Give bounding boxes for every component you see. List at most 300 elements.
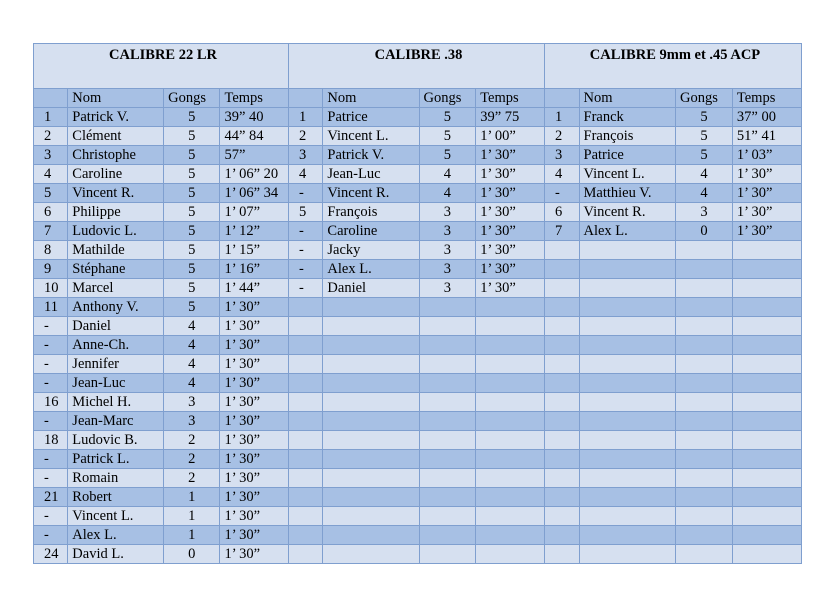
name-cell: [579, 393, 676, 412]
time-cell: 37” 00: [732, 108, 801, 127]
rank-cell: [289, 507, 323, 526]
name-cell: [579, 355, 676, 374]
gongs-cell: 5: [164, 241, 220, 260]
gongs-cell: [419, 469, 476, 488]
time-cell: [476, 431, 545, 450]
column-header: Nom: [323, 89, 419, 108]
name-cell: Ludovic B.: [68, 431, 164, 450]
name-cell: Anne-Ch.: [68, 336, 164, 355]
gongs-cell: [676, 393, 733, 412]
rank-cell: [289, 393, 323, 412]
rank-cell: [545, 260, 580, 279]
time-cell: [732, 488, 801, 507]
time-cell: 1’ 30”: [476, 146, 545, 165]
name-cell: [579, 279, 676, 298]
gongs-cell: 1: [164, 488, 220, 507]
name-cell: [579, 488, 676, 507]
name-cell: [579, 336, 676, 355]
time-cell: 1’ 30”: [732, 165, 801, 184]
time-cell: [732, 317, 801, 336]
time-cell: [732, 298, 801, 317]
name-cell: [579, 450, 676, 469]
column-header: Nom: [579, 89, 676, 108]
rank-cell: [545, 507, 580, 526]
time-cell: 57”: [220, 146, 289, 165]
time-cell: 1’ 30”: [476, 184, 545, 203]
name-cell: Jean-Marc: [68, 412, 164, 431]
time-cell: 1’ 30”: [220, 431, 289, 450]
gongs-cell: [419, 488, 476, 507]
time-cell: 1’ 30”: [732, 184, 801, 203]
column-header: [545, 89, 580, 108]
gongs-cell: [676, 412, 733, 431]
name-cell: [579, 469, 676, 488]
gongs-cell: 3: [419, 260, 476, 279]
gongs-cell: [419, 507, 476, 526]
name-cell: David L.: [68, 545, 164, 564]
column-header: Gongs: [419, 89, 476, 108]
time-cell: 1’ 30”: [220, 545, 289, 564]
name-cell: [323, 317, 419, 336]
rank-cell: [545, 241, 580, 260]
time-cell: [732, 241, 801, 260]
name-cell: [323, 374, 419, 393]
rank-cell: -: [34, 450, 68, 469]
time-cell: [476, 545, 545, 564]
name-cell: [579, 298, 676, 317]
time-cell: 1’ 44”: [220, 279, 289, 298]
name-cell: Christophe: [68, 146, 164, 165]
rank-cell: [289, 526, 323, 545]
table-row: [34, 203, 802, 222]
rank-cell: [545, 355, 580, 374]
rank-cell: -: [34, 526, 68, 545]
time-cell: 1’ 00”: [476, 127, 545, 146]
time-cell: 39” 75: [476, 108, 545, 127]
column-header: [289, 89, 323, 108]
table-row: [34, 393, 802, 412]
gongs-cell: [676, 431, 733, 450]
name-cell: Alex L.: [68, 526, 164, 545]
rank-cell: [545, 545, 580, 564]
name-cell: [323, 469, 419, 488]
rank-cell: 3: [545, 146, 580, 165]
rank-cell: 8: [34, 241, 68, 260]
gongs-cell: 1: [164, 526, 220, 545]
column-header: [34, 89, 68, 108]
time-cell: [476, 412, 545, 431]
rank-cell: -: [34, 412, 68, 431]
rank-cell: -: [289, 222, 323, 241]
time-cell: [476, 450, 545, 469]
time-cell: 1’ 30”: [220, 412, 289, 431]
gongs-cell: [419, 545, 476, 564]
gongs-cell: [676, 336, 733, 355]
name-cell: Patrice: [323, 108, 419, 127]
time-cell: 1’ 30”: [476, 279, 545, 298]
gongs-cell: [676, 279, 733, 298]
rank-cell: [289, 317, 323, 336]
section-title: CALIBRE .38: [289, 44, 545, 89]
name-cell: [579, 545, 676, 564]
rank-cell: 7: [34, 222, 68, 241]
rank-cell: 4: [34, 165, 68, 184]
table-row: [34, 146, 802, 165]
rank-cell: 6: [545, 203, 580, 222]
gongs-cell: 2: [164, 431, 220, 450]
rank-cell: [289, 450, 323, 469]
gongs-cell: 5: [419, 127, 476, 146]
gongs-cell: [676, 355, 733, 374]
gongs-cell: 4: [164, 336, 220, 355]
gongs-cell: 3: [164, 412, 220, 431]
rank-cell: 21: [34, 488, 68, 507]
name-cell: [579, 431, 676, 450]
table-row: [34, 336, 802, 355]
rank-cell: -: [34, 355, 68, 374]
time-cell: [732, 336, 801, 355]
name-cell: [579, 412, 676, 431]
section-title-row: [34, 44, 802, 89]
rank-cell: 5: [34, 184, 68, 203]
rank-cell: 1: [289, 108, 323, 127]
results-table: [33, 43, 802, 564]
name-cell: Matthieu V.: [579, 184, 676, 203]
name-cell: [579, 317, 676, 336]
table-row: [34, 222, 802, 241]
time-cell: [476, 507, 545, 526]
rank-cell: 5: [289, 203, 323, 222]
rank-cell: 7: [545, 222, 580, 241]
rank-cell: 2: [289, 127, 323, 146]
column-header: Temps: [476, 89, 545, 108]
rank-cell: [545, 431, 580, 450]
gongs-cell: [419, 317, 476, 336]
time-cell: [476, 374, 545, 393]
time-cell: [732, 393, 801, 412]
time-cell: [476, 336, 545, 355]
rank-cell: [545, 336, 580, 355]
name-cell: Stéphane: [68, 260, 164, 279]
rank-cell: -: [34, 507, 68, 526]
gongs-cell: 5: [164, 260, 220, 279]
time-cell: 1’ 15”: [220, 241, 289, 260]
rank-cell: [289, 355, 323, 374]
time-cell: 1’ 30”: [220, 374, 289, 393]
name-cell: Vincent L.: [323, 127, 419, 146]
rank-cell: 24: [34, 545, 68, 564]
gongs-cell: 3: [419, 203, 476, 222]
rank-cell: [289, 412, 323, 431]
rank-cell: [545, 526, 580, 545]
table-row: [34, 317, 802, 336]
name-cell: [323, 450, 419, 469]
rank-cell: [289, 545, 323, 564]
table-row: [34, 355, 802, 374]
name-cell: Daniel: [323, 279, 419, 298]
name-cell: [323, 526, 419, 545]
table-row: [34, 488, 802, 507]
time-cell: 1’ 30”: [732, 203, 801, 222]
time-cell: 1’ 30”: [476, 165, 545, 184]
time-cell: 1’ 07”: [220, 203, 289, 222]
gongs-cell: [419, 393, 476, 412]
time-cell: 1’ 30”: [220, 317, 289, 336]
gongs-cell: 5: [419, 108, 476, 127]
name-cell: Jean-Luc: [68, 374, 164, 393]
rank-cell: -: [34, 317, 68, 336]
table-row: [34, 431, 802, 450]
time-cell: 1’ 30”: [220, 488, 289, 507]
rank-cell: 9: [34, 260, 68, 279]
time-cell: 1’ 30”: [220, 469, 289, 488]
time-cell: [476, 393, 545, 412]
name-cell: [323, 298, 419, 317]
name-cell: Caroline: [323, 222, 419, 241]
time-cell: 1’ 30”: [220, 526, 289, 545]
gongs-cell: 4: [419, 165, 476, 184]
time-cell: [732, 526, 801, 545]
table-row: [34, 260, 802, 279]
rank-cell: [289, 298, 323, 317]
gongs-cell: [676, 545, 733, 564]
name-cell: François: [323, 203, 419, 222]
rank-cell: 11: [34, 298, 68, 317]
rank-cell: [289, 374, 323, 393]
gongs-cell: 5: [676, 146, 733, 165]
column-header: Temps: [732, 89, 801, 108]
gongs-cell: [419, 431, 476, 450]
gongs-cell: 5: [164, 222, 220, 241]
table-row: [34, 545, 802, 564]
gongs-cell: 5: [164, 165, 220, 184]
column-header: Gongs: [164, 89, 220, 108]
gongs-cell: [419, 450, 476, 469]
name-cell: [579, 374, 676, 393]
time-cell: [476, 355, 545, 374]
time-cell: [732, 412, 801, 431]
table-row: [34, 469, 802, 488]
time-cell: [732, 545, 801, 564]
name-cell: Jacky: [323, 241, 419, 260]
section-title: CALIBRE 9mm et .45 ACP: [545, 44, 802, 89]
rank-cell: 16: [34, 393, 68, 412]
name-cell: Patrice: [579, 146, 676, 165]
time-cell: 1’ 30”: [220, 298, 289, 317]
gongs-cell: 5: [676, 127, 733, 146]
rank-cell: [545, 488, 580, 507]
rank-cell: -: [289, 241, 323, 260]
rank-cell: [289, 336, 323, 355]
gongs-cell: [676, 298, 733, 317]
name-cell: [323, 431, 419, 450]
name-cell: Alex L.: [323, 260, 419, 279]
name-cell: [323, 393, 419, 412]
gongs-cell: 4: [676, 184, 733, 203]
gongs-cell: [419, 355, 476, 374]
name-cell: Daniel: [68, 317, 164, 336]
gongs-cell: [676, 374, 733, 393]
name-cell: [323, 507, 419, 526]
gongs-cell: [676, 488, 733, 507]
table-row: [34, 184, 802, 203]
gongs-cell: 5: [164, 146, 220, 165]
time-cell: 1’ 30”: [476, 203, 545, 222]
name-cell: Vincent R.: [68, 184, 164, 203]
gongs-cell: [676, 469, 733, 488]
rank-cell: [289, 431, 323, 450]
time-cell: 1’ 16”: [220, 260, 289, 279]
time-cell: 1’ 06” 34: [220, 184, 289, 203]
name-cell: Patrick L.: [68, 450, 164, 469]
gongs-cell: 5: [164, 203, 220, 222]
time-cell: [732, 279, 801, 298]
gongs-cell: [419, 412, 476, 431]
time-cell: 39” 40: [220, 108, 289, 127]
rank-cell: [545, 374, 580, 393]
rank-cell: [545, 469, 580, 488]
rank-cell: -: [289, 279, 323, 298]
gongs-cell: [419, 336, 476, 355]
time-cell: [476, 526, 545, 545]
gongs-cell: 4: [419, 184, 476, 203]
rank-cell: [545, 393, 580, 412]
time-cell: [732, 260, 801, 279]
name-cell: [579, 241, 676, 260]
time-cell: 1’ 06” 20: [220, 165, 289, 184]
time-cell: 44” 84: [220, 127, 289, 146]
rank-cell: 6: [34, 203, 68, 222]
name-cell: [579, 507, 676, 526]
time-cell: 1’ 03”: [732, 146, 801, 165]
section-title: CALIBRE 22 LR: [34, 44, 289, 89]
name-cell: Jennifer: [68, 355, 164, 374]
name-cell: Patrick V.: [323, 146, 419, 165]
name-cell: Clément: [68, 127, 164, 146]
rank-cell: 1: [34, 108, 68, 127]
rank-cell: -: [34, 336, 68, 355]
time-cell: 1’ 30”: [220, 507, 289, 526]
table-row: [34, 374, 802, 393]
time-cell: 1’ 30”: [220, 393, 289, 412]
time-cell: [732, 469, 801, 488]
gongs-cell: 5: [164, 108, 220, 127]
time-cell: 1’ 30”: [220, 450, 289, 469]
name-cell: Vincent L.: [68, 507, 164, 526]
name-cell: Franck: [579, 108, 676, 127]
rank-cell: 4: [289, 165, 323, 184]
rank-cell: 10: [34, 279, 68, 298]
rank-cell: -: [289, 260, 323, 279]
rank-cell: 2: [545, 127, 580, 146]
name-cell: [579, 260, 676, 279]
name-cell: François: [579, 127, 676, 146]
column-header: Gongs: [676, 89, 733, 108]
name-cell: Vincent R.: [579, 203, 676, 222]
name-cell: [323, 488, 419, 507]
time-cell: 1’ 30”: [220, 355, 289, 374]
time-cell: [732, 355, 801, 374]
name-cell: Jean-Luc: [323, 165, 419, 184]
rank-cell: [289, 469, 323, 488]
rank-cell: [545, 450, 580, 469]
rank-cell: 18: [34, 431, 68, 450]
time-cell: 51” 41: [732, 127, 801, 146]
rank-cell: -: [545, 184, 580, 203]
gongs-cell: [676, 507, 733, 526]
time-cell: 1’ 12”: [220, 222, 289, 241]
table-row: [34, 450, 802, 469]
rank-cell: [545, 279, 580, 298]
gongs-cell: 0: [676, 222, 733, 241]
gongs-cell: 3: [164, 393, 220, 412]
gongs-cell: [676, 241, 733, 260]
name-cell: Mathilde: [68, 241, 164, 260]
name-cell: Michel H.: [68, 393, 164, 412]
rank-cell: -: [289, 184, 323, 203]
rank-cell: 4: [545, 165, 580, 184]
name-cell: Patrick V.: [68, 108, 164, 127]
gongs-cell: 3: [419, 241, 476, 260]
time-cell: [732, 374, 801, 393]
gongs-cell: [676, 450, 733, 469]
time-cell: [476, 298, 545, 317]
gongs-cell: 1: [164, 507, 220, 526]
name-cell: Anthony V.: [68, 298, 164, 317]
name-cell: [323, 336, 419, 355]
gongs-cell: 3: [419, 222, 476, 241]
time-cell: [732, 450, 801, 469]
gongs-cell: [419, 374, 476, 393]
table-row: [34, 298, 802, 317]
rank-cell: [545, 412, 580, 431]
column-header: Nom: [68, 89, 164, 108]
table-row: [34, 165, 802, 184]
time-cell: 1’ 30”: [476, 222, 545, 241]
name-cell: [323, 355, 419, 374]
name-cell: [323, 412, 419, 431]
name-cell: Romain: [68, 469, 164, 488]
gongs-cell: [676, 317, 733, 336]
table-row: [34, 279, 802, 298]
gongs-cell: 2: [164, 450, 220, 469]
rank-cell: 2: [34, 127, 68, 146]
name-cell: [323, 545, 419, 564]
rank-cell: 3: [34, 146, 68, 165]
rank-cell: 3: [289, 146, 323, 165]
table-row: [34, 241, 802, 260]
gongs-cell: 5: [676, 108, 733, 127]
column-header: Temps: [220, 89, 289, 108]
name-cell: Vincent L.: [579, 165, 676, 184]
gongs-cell: 5: [164, 184, 220, 203]
gongs-cell: 2: [164, 469, 220, 488]
gongs-cell: 5: [164, 127, 220, 146]
time-cell: [732, 507, 801, 526]
name-cell: Ludovic L.: [68, 222, 164, 241]
time-cell: 1’ 30”: [476, 241, 545, 260]
rank-cell: [545, 298, 580, 317]
table-row: [34, 127, 802, 146]
column-header-row: [34, 89, 802, 108]
gongs-cell: 5: [164, 279, 220, 298]
gongs-cell: 4: [676, 165, 733, 184]
name-cell: Alex L.: [579, 222, 676, 241]
rank-cell: [289, 488, 323, 507]
name-cell: Vincent R.: [323, 184, 419, 203]
rank-cell: [545, 317, 580, 336]
gongs-cell: [676, 260, 733, 279]
